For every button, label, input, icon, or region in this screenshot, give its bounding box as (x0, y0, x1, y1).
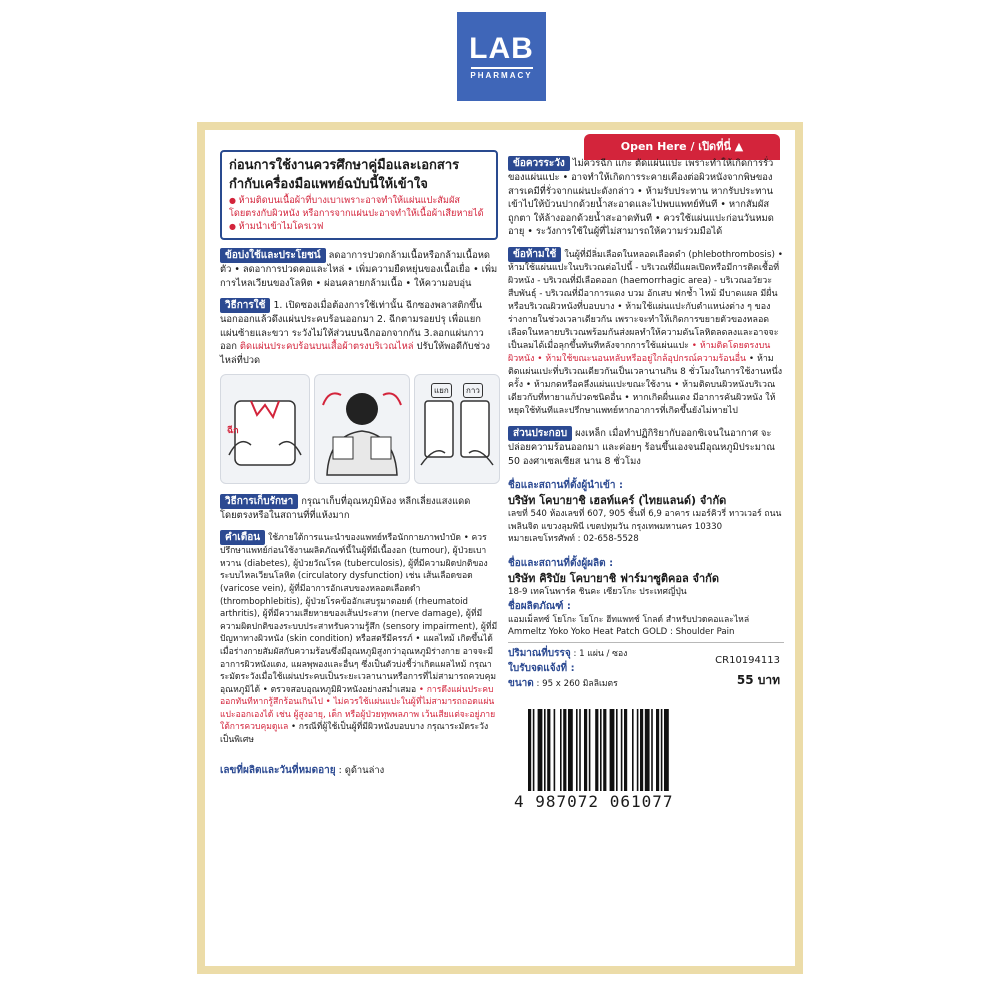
barcode-bar (656, 709, 659, 791)
separate-patch-icon (415, 375, 499, 483)
cautions-text: ไม่ควรฉีก แกะ ตัดแผ่นแปะ เพราะทำให้เกิดการรั่วของแผ่นแปะ • อาจทำให้เกิดการระคายเคืองต่อผิวหนังจากพิษของสารเคมีที่รั่วจากแผ่นปะดังกล่าว • ห้ามรับประทาน หากรับประทานเข้าไปให้บ้วนปากด้วยน้ำสะอาดและไปพบแพทย์ทันที • หากสัมผัสถูกตา ให้ล้างออกด้วยน้ำสะอาดทันที • ควรใช้แผ่นแปะก่อนวันหมดอายุ • ระวังการใช้ในผู้ที่ไม่สามารถให้ความร่วมมือได้ (508, 158, 774, 238)
storage-text: กรุณาเก็บที่อุณหภูมิห้อง หลีกเลี่ยงแสงแดดโดยตรงหรือในสถานที่ที่แห้งมาก (220, 495, 471, 521)
package-content (208, 132, 792, 964)
barcode-bar (637, 709, 639, 791)
storage-section (220, 494, 498, 523)
contra-text: ในผู้ที่มีลิ่มเลือดในหลอดเลือดดำ (phlebothrombosis) • ห้ามใช้แผ่นแปะในบริเวณต่อไปนี้ - บริเวณที่มีแผลเปิดหรือมีการติดเชื้อที่ผิวหนัง - บริเวณที่มีเลือดออก (haemorrhagic area) - บริเวณอวัยวะสืบพันธุ์ - บริเวณที่มีอาการแดง บวม อักเสบ ฟกช้ำ ไหม้ มีบาดแผล มีผื่น หรือบริเวณผิวหนังที่บอบบาง • ห้ามใช้แผ่นแปะกับตำแหน่งต่าง ๆ ของร่างกายในช่วงเวลาเดียวกัน เพราะจะทำให้เกิดการขยายตัวของหลอดเลือดในหลายบริเวณพร้อมกันส่งผลทำให้ความดันโลหิตลดลงและอาจจะเป็นลมได้เมื่อลุกขึ้นทันทีหลังจากการใช้แผ่นแปะ (508, 249, 784, 351)
composition-section (508, 426, 784, 468)
illustration-separate (414, 374, 500, 484)
contra-red-2: • ห้ามใช้ขณะนอนหลับหรืออยู่ใกล้อุปกรณ์ความร้อนอื่น (537, 353, 747, 364)
manufacturer-block (508, 556, 784, 691)
usage-illustrations (220, 374, 498, 486)
barcode-bar (621, 709, 623, 791)
manufacturer-label: ชื่อและสถานที่ตั้งผู้ผลิต : (508, 557, 614, 569)
tear-label: ฉีก (227, 425, 239, 436)
warnings-text: ใช้ภายใต้การแนะนำของแพทย์หรือนักกายภาพบำบัด • ควรปรึกษาแพทย์ก่อนใช้งานผลิตภัณฑ์นี้ในผู้ที่มีเนื้องอก (tumour), ผู้ป่วยเบาหวาน (diabetes), ผู้ป่วยวัณโรค (tuberculosis), ผู้ที่มีความผิดปกติของระบบไหลเวียนโลหิต (circulatory dysfunction) เช่น เส้นเลือดขอด (varicose vein), ผู้ที่มีอาการอักเสบของหลอดเลือดดำ (thrombophlebitis), ผู้ป่วยโรคข้ออักเสบรูมาตอยด์ (rheumatoid arthritis), ผู้ที่มีความเสียหายของเส้นประสาท (nerve damage), ผู้ที่มีความผิดปกติของระบบประสาทรับความรู้สึก (sensory impairment), ผู้ที่มีปัญหาทางผิวหนัง (skin condition) หรือสตรีมีครรภ์ • แผลไหม้ เกิดขึ้นได้เมื่อร่างกายสัมผัสกับความร้อนซึ่งมีอุณหภูมิสูงกว่าอุณหภูมิร่างกาย อาจจะมีอาการผิวหนังแดง, แผลพุพองและอื่นๆ ซึ่งเป็นตัวบ่งชี้ว่าเกิดแผลไหม้ กรุณาระมัดระวังเมื่อใช้แผ่นประคบเป็นระยะเวลานานหรือการที่ไม่สามารถควบคุมอุณหภูมิได้ • ตรวจสอบอุณหภูมิผิวหนังอย่างสม่ำเสมอ (220, 533, 498, 695)
product-name-th: แอมเม็ลทซ์ โยโกะ โยโกะ ฮีทแพทช์ โกลด์ สำหรับปวดคอและไหล่ (508, 614, 750, 625)
barcode-bar (528, 709, 531, 791)
usage-section (220, 298, 498, 367)
importer-label: ชื่อและสถานที่ตั้งผู้นำเข้า : (508, 480, 623, 492)
lot-expiry (220, 763, 498, 778)
qty-label: ปริมาณที่บรรจุ (508, 647, 571, 659)
license-label: ใบรับจดแจ้งที่ : (508, 662, 575, 674)
notice-box (220, 150, 498, 240)
price: 55 บาท (736, 672, 780, 687)
indications-text: ลดอาการปวดกล้ามเนื้อหรือกล้ามเนื้อหดตัว • ลดอาการปวดคอและไหล่ • เพิ่มความยืดหยุ่นของเนื้อเยื่อ • เพิ่มการไหลเวียนของโลหิต • ผ่อนคลายกล้ามเนื้อ • ให้ความอบอุ่น (220, 250, 498, 289)
usage-tail: ปรับให้พอดีกับช่วงไหล่ที่ปวด (220, 341, 490, 366)
barcode-bar (616, 709, 618, 791)
barcode-bar (544, 709, 546, 791)
barcode-bar (538, 709, 543, 791)
barcode-bar (563, 709, 566, 791)
cautions-section (508, 156, 784, 239)
logo-sub-text: PHARMACY (470, 71, 533, 80)
indications-header: ข้อบ่งใช้และประโยชน์ (220, 248, 326, 263)
separate-label: แยก (431, 383, 452, 399)
barcode-bar (589, 709, 591, 791)
barcode-bars (528, 709, 738, 791)
importer-address: เลขที่ 540 ห้องเลขที่ 607, 905 ชั้นที่ 6,9 อาคาร เมอร์คิวรี่ ทาวเวอร์ ถนนเพลินจิต แขวงลุมพินี เขตปทุมวัน กรุงเทพมหานคร 10330 (508, 509, 782, 532)
barcode-bar (568, 709, 573, 791)
importer-name: บริษัท โคบายาชิ เฮลท์แคร์ (ไทยแลนด์) จำกัด (508, 494, 727, 508)
barcode-bar (645, 709, 650, 791)
usage-highlight: ติดแผ่นประคบร้อนบนเสื้อผ้าตรงบริเวณไหล่ (239, 341, 414, 353)
indications-section (220, 248, 498, 290)
barcode-bar (560, 709, 562, 791)
notice-bullet-2: ● ห้ามนำเข้าไมโครเวฟ (229, 220, 489, 233)
barcode-bar (632, 709, 634, 791)
left-column (220, 132, 498, 778)
contra-header: ข้อห้ามใช้ (508, 247, 561, 262)
composition-header: ส่วนประกอบ (508, 426, 572, 441)
usage-header: วิธีการใช้ (220, 298, 270, 313)
size-value: : 95 x 260 มิลลิเมตร (536, 678, 618, 689)
shoulder-apply-icon (315, 375, 409, 483)
cautions-header: ข้อควรระวัง (508, 156, 570, 171)
barcode-bar (576, 709, 578, 791)
size-row (508, 672, 784, 691)
barcode-bar (603, 709, 606, 791)
right-column (508, 156, 784, 809)
barcode-bar (624, 709, 627, 791)
barcode-bar (595, 709, 598, 791)
warnings-red-1: • การดึงแผ่นประคบออกทันทีหากรู้สึกร้อนเกินไป (220, 684, 494, 708)
warnings-section (220, 530, 498, 747)
manufacturer-address: 18-9 เทคโนพาร์ค ชินคะ เซียวโกะ ประเทศญี่ปุ่น (508, 586, 687, 597)
barcode-bar (547, 709, 550, 791)
barcode-bar (533, 709, 535, 791)
storage-header: วิธีการเก็บรักษา (220, 494, 298, 509)
barcode (514, 709, 744, 809)
open-here-tab[interactable]: Open Here / เปิดที่นี่ ▲ (584, 134, 780, 160)
barcode-bar (651, 709, 653, 791)
barcode-bar (584, 709, 587, 791)
contra-tail: • ห้ามติดแผ่นแปะที่บริเวณเดียวกันเป็นเวลานานกิน 8 ชั่วโมงในการใช้งานหนึ่งครั้ง • ห้ามกดหรือคลึงแผ่นแปะขณะใช้งาน • ห้ามติดบนผิวหนังบริเวณเดียวกับที่ทายาแก้ปวดชนิดอื่น • หากเกิดผื่นแดง มีอาการคันผิวหนัง ให้หยุดใช้ทันทีและปรึกษาแพทย์หากอาการที่เกิดขึ้นยังไม่หายไป (508, 353, 783, 416)
contra-red-1: • ห้ามติดโดยตรงบนผิวหนัง (508, 340, 771, 364)
barcode-bar (579, 709, 581, 791)
qty-value: : 1 แผ่น / ซอง (573, 648, 628, 659)
notice-bullet-1: ● ห้ามติดบนเนื้อผ้าที่บางเบาเพราะอาจทำให้แผ่นแปะสัมผัสโดยตรงกับผิวหนัง หรือการจากแผ่นปะอาจทำให้เนื้อผ้าเสียหายได้ (229, 194, 489, 220)
importer-block (508, 478, 784, 546)
logo-main-text: LAB (469, 32, 534, 65)
illustration-apply (314, 374, 410, 484)
product-name-en: Ammeltz Yoko Yoko Heat Patch GOLD : Shoulder Pain (508, 627, 735, 638)
barcode-bar (664, 709, 669, 791)
barcode-bar (554, 709, 556, 791)
lot-label: เลขที่ผลิตและวันที่หมดอายุ (220, 764, 336, 776)
size-label: ขนาด (508, 677, 534, 689)
contraindications-section (508, 247, 784, 418)
usage-text: 1. เปิดซองเมื่อต้องการใช้เท่านั้น ฉีกซองพลาสติกขึ้นนอกออกแล้วดึงแผ่นประคบร้อนออกมา 2. ฉีกตามรอยปรุ เพื่อแยกแผ่นซ้ายและขวา ระวังไม่ให้ส่วนบนฉีกออกจากกัน 3.ลอกแผ่นกาวออก (220, 300, 484, 353)
adhesive-label: กาว (463, 383, 483, 399)
product-label: ชื่อผลิตภัณฑ์ : (508, 600, 571, 612)
notice-title: ก่อนการใช้งานควรศึกษาคู่มือและเอกสารกำกับเครื่องมือแพทย์ฉบับนี้ให้เข้าใจ (229, 158, 460, 192)
barcode-bar (600, 709, 602, 791)
warnings-header: คำเตือน (220, 530, 265, 545)
barcode-bar (661, 709, 663, 791)
logo-divider (471, 67, 533, 69)
barcode-bar (640, 709, 643, 791)
barcode-bar (610, 709, 615, 791)
warnings-red-2: • ไม่ควรใช้แผ่นแปะในผู้ที่ไม่สามารถถอดแผ่นแปะออกเองได้ เช่น ผู้สูงอายุ, เด็ก หรือผู้ป่วยทุพพลภาพ เว้นเสียแต่จะอยู่ภายใต้การควบคุมดูแล (220, 697, 496, 733)
barcode-digits: 4 987072 061077 (514, 791, 674, 811)
license-code: CR10194113 (715, 654, 780, 666)
manufacturer-name: บริษัท คิริบัย โคบายาชิ ฟาร์มาซูติคอล จำกัด (508, 571, 719, 585)
composition-text: ผงเหล็ก เมื่อทำปฏิกิริยากับออกซิเจนในอากาศ จะปล่อยความร้อนออกมา และค่อยๆ ร้อนขึ้นเองจนมีอุณหภูมิประมาณ 50 องศาเซลเซียส นาน 8 ชั่วโมง (508, 427, 775, 467)
lot-value: : ดูด้านล่าง (338, 764, 385, 776)
divider (508, 642, 784, 643)
lab-pharmacy-logo (457, 12, 546, 101)
warnings-tail: • กรณีที่ผู้ใช้เป็นผู้ที่มีผิวหนังบอบบาง กรุณาระมัดระวังเป็นพิเศษ (220, 722, 489, 746)
importer-phone: หมายเลขโทรศัพท์ : 02-658-5528 (508, 534, 639, 545)
illustration-tear (220, 374, 310, 484)
